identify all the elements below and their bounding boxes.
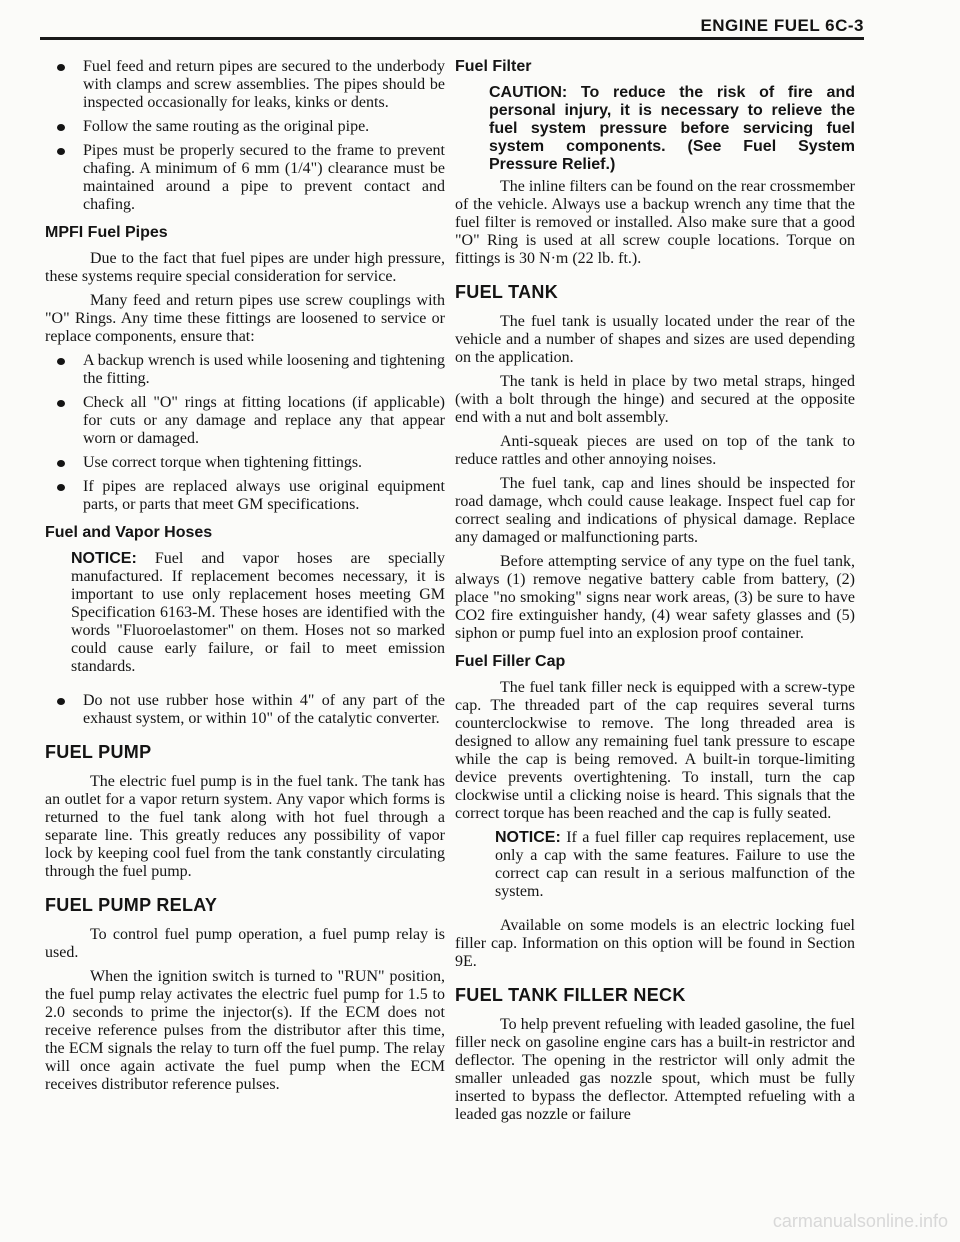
paragraph: Anti-squeak pieces are used on top of the tank to reduce rattles and other annoying noises. [455, 433, 855, 468]
section-heading-fuel-filler-cap: Fuel Filler Cap [455, 653, 566, 670]
bullet-icon [57, 460, 65, 467]
section-heading-fuel-pump-relay: FUEL PUMP RELAY [45, 895, 218, 915]
paragraph: Many feed and return pipes use screw couplings with "O" Rings. Any time these fittings are loosened to service or replace components, ensure that: [45, 292, 445, 345]
paragraph: Available on some models is an electric locking fuel filler cap. Information on this option will be found in Section 9E. [455, 917, 855, 970]
header-rule [40, 37, 864, 40]
list-item: If pipes are replaced always use original equipment parts, or parts that meet GM specifications. [45, 478, 445, 514]
list-item: Check all "O" rings at fitting locations (if applicable) for cuts or any damage and replace any that appear worn or damaged. [45, 394, 445, 448]
section-heading-fuel-filter: Fuel Filter [455, 58, 532, 75]
bullet-icon [57, 124, 65, 131]
section-heading-mpfi: MPFI Fuel Pipes [45, 224, 168, 241]
paragraph: The fuel tank, cap and lines should be inspected for road damage, whch could cause leakage. Inspect fuel cap for correct sealing and indications of physical damage. Replace any damaged or malfunctioning parts. [455, 475, 855, 546]
paragraph: The fuel tank filler neck is equipped with a screw-type cap. The threaded part of the cap requires several turns counterclockwise to remove. The long threaded area is designed to allow any remaining fuel tank pressure to escape while the cap is being removed. A built-in torque-limiting device prevents overtightening. To install, turn the cap clockwise until a clicking noise is heard. This signals that the correct torque has been reached and the cap is fully seated. [455, 679, 855, 822]
paragraph: Due to the fact that fuel pipes are under high pressure, these systems require special consideration for service. [45, 250, 445, 285]
notice-label: NOTICE: [495, 829, 561, 846]
page-header: ENGINE FUEL 6C-3 [700, 16, 864, 35]
paragraph: The tank is held in place by two metal straps, hinged (with a bolt through the hinge) and secured at the opposite end with a nut and bolt assembly. [455, 373, 855, 426]
section-heading-hoses: Fuel and Vapor Hoses [45, 524, 213, 541]
bullet-icon [57, 358, 65, 365]
paragraph: The inline filters can be found on the rear crossmember of the vehicle. Always use a backup wrench any time that the fuel filter is removed or installed. Also make sure that a good "O" Ring is used at all screw couple locations. Torque on fittings is 30 N·m (22 lb. ft.). [455, 178, 855, 267]
list-item: Do not use rubber hose within 4" of any part of the exhaust system, or within 10" of the catalytic converter. [45, 692, 445, 728]
list-item: Follow the same routing as the original pipe. [45, 118, 445, 136]
watermark: carmanualsonline.info [772, 1211, 948, 1231]
notice-cap: NOTICE: If a fuel filler cap requires replacement, use only a cap with the same features. Failure to use the correct cap can result in a serious malfunction of the system. [495, 829, 855, 900]
bullet-icon [57, 698, 65, 705]
right-column [455, 58, 855, 1130]
section-heading-filler-neck: FUEL TANK FILLER NECK [455, 985, 686, 1005]
bullet-icon [57, 148, 65, 155]
list-item: Fuel feed and return pipes are secured to the underbody with clamps and screw assemblies. The pipes should be inspected occasionally for leaks, kinks or dents. [45, 58, 445, 112]
bullet-icon [57, 484, 65, 491]
list-item: A backup wrench is used while loosening and tightening the fitting. [45, 352, 445, 388]
bullet-icon [57, 64, 65, 71]
paragraph: To help prevent refueling with leaded gasoline, the fuel filler neck on gasoline engine cars has a built-in restrictor and deflector. The opening in the restrictor will only admit the smaller unleaded gas nozzle spout, which must be fully inserted to bypass the deflector. Attempted refueling with a leaded gas nozzle or failure [455, 1016, 855, 1123]
paragraph: When the ignition switch is turned to "RUN" position, the fuel pump relay activates the electric fuel pump for 1.5 to 2.0 seconds to prime the injector(s). If the ECM does not receive reference pulses from the distributor after this time, the ECM signals the relay to turn off the fuel pump. The relay will once again activate the fuel pump when the ECM receives distributor reference pulses. [45, 968, 445, 1093]
notice-hoses: NOTICE: Fuel and vapor hoses are specially manufactured. If replacement becomes necessary, it is important to use only replacement hoses meeting GM Specification 6163-M. These hoses are identified with the words "Fluoroelastomer" on them. Hoses not so marked could cause early failure, or fail to meet emission standards. [71, 550, 445, 675]
section-heading-fuel-tank: FUEL TANK [455, 282, 559, 302]
notice-label: NOTICE: [71, 550, 137, 567]
section-heading-fuel-pump: FUEL PUMP [45, 742, 152, 762]
paragraph: Before attempting service of any type on the fuel tank, always (1) remove negative battery cable from battery, (2) place "no smoking" signs near work areas, (3) be sure to have CO2 fire extinguisher handy, (4) wear safety glasses and (5) siphon or pump fuel into an explosion proof container. [455, 553, 855, 642]
bullet-icon [57, 400, 65, 407]
list-item: Use correct torque when tightening fittings. [45, 454, 445, 472]
paragraph: To control fuel pump operation, a fuel pump relay is used. [45, 926, 445, 961]
caution-text: CAUTION: To reduce the risk of fire and personal injury, it is necessary to relieve the fuel system pressure before servicing fuel system components. (See Fuel System Pressure Relief.) [489, 84, 855, 173]
list-item: Pipes must be properly secured to the frame to prevent chafing. A minimum of 6 mm (1/4") clearance must be maintained around a pipe to prevent contact and chafing. [45, 142, 445, 214]
paragraph: The electric fuel pump is in the fuel tank. The tank has an outlet for a vapor return system. Any vapor which forms is returned to the fuel tank along with hot fuel through a separate line. This greatly reduces any possibility of vapor lock by keeping cool fuel from the tank constantly circulating through the fuel pump. [45, 773, 445, 880]
paragraph: The fuel tank is usually located under the rear of the vehicle and a number of shapes and sizes are used depending on the application. [455, 313, 855, 366]
left-column [45, 58, 445, 1100]
